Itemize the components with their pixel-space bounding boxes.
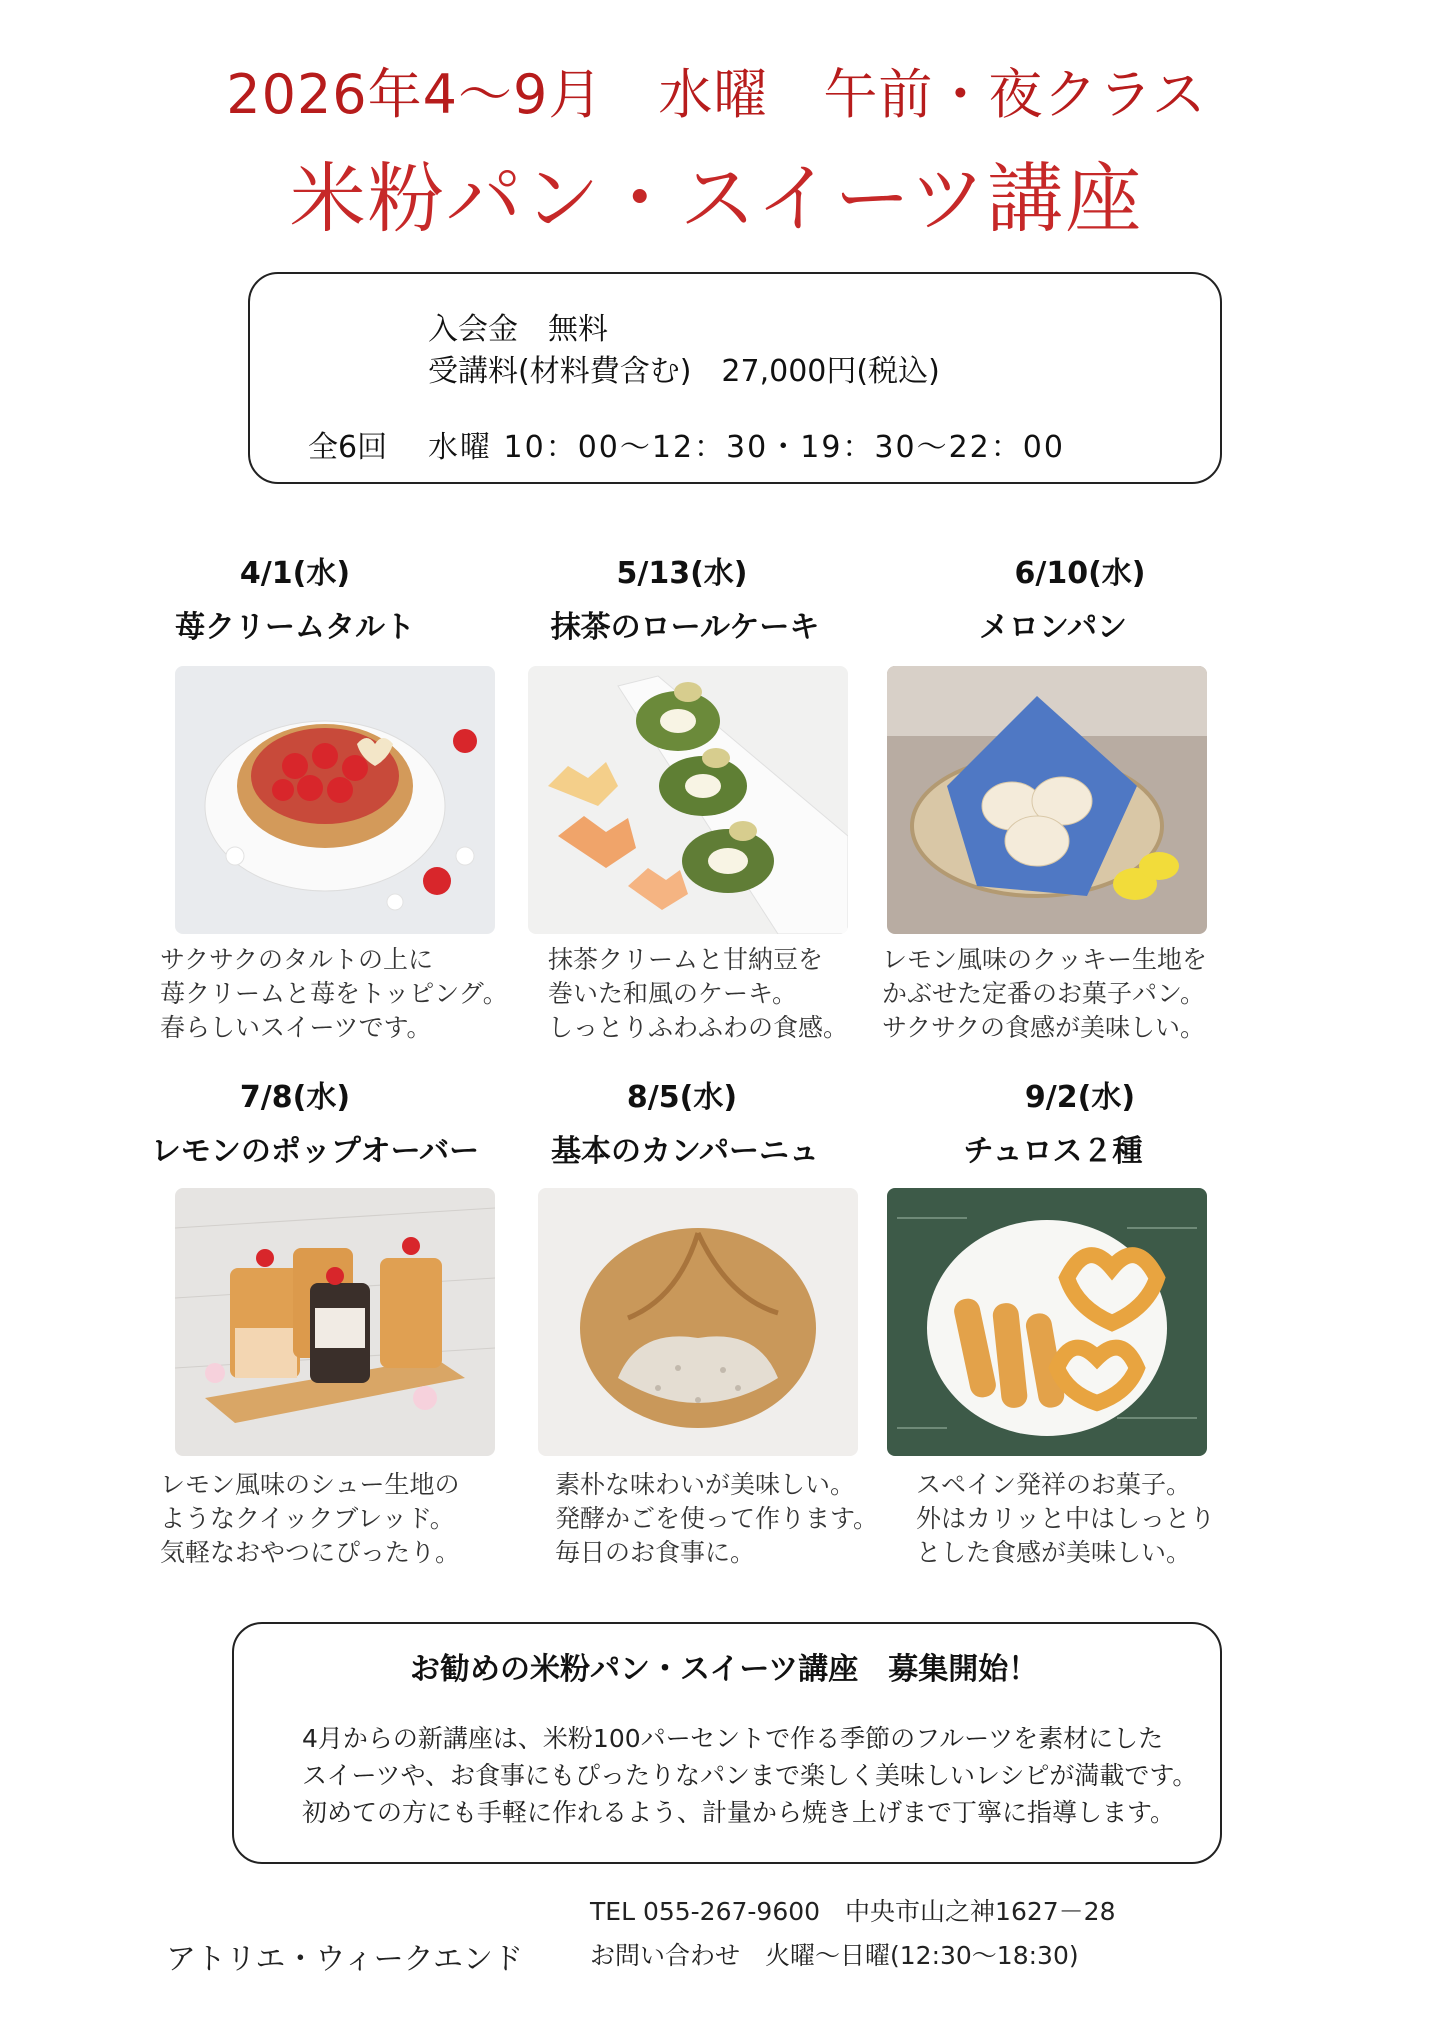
enrollment-fee: 入会金 無料 — [428, 312, 608, 347]
brand-name: アトリエ・ウィークエンド — [166, 1942, 523, 1977]
lesson-5-date: 8/5(水) — [626, 1080, 738, 1115]
lesson-2-name: 抹茶のロールケーキ — [550, 610, 820, 645]
schedule-time: 水曜 10：00～12：30・19：30～22：00 — [428, 430, 1065, 465]
page-title: 米粉パン・スイーツ講座 — [289, 154, 1144, 243]
lesson-5-description: 素朴な味わいが美味しい。 発酵かごを使って作ります。 毎日のお食事に。 — [555, 1470, 879, 1567]
lesson-6-date: 9/2(水) — [1024, 1080, 1136, 1115]
lesson-3-description: レモン風味のクッキー生地を かぶせた定番のお菓子パン。 サクサクの食感が美味しい。 — [882, 945, 1208, 1042]
lesson-4-date: 7/8(水) — [239, 1080, 351, 1115]
course-info-box — [248, 272, 1222, 484]
campagne-bread-photo — [538, 1188, 858, 1456]
lesson-1-name: 苺クリームタルト — [175, 610, 415, 645]
lesson-4-name: レモンのポップオーバー — [150, 1134, 480, 1169]
contact-hours: お問い合わせ 火曜～日曜(12:30～18:30) — [590, 1941, 1079, 1970]
schedule-label: 全6回 — [308, 430, 388, 465]
lesson-3-date: 6/10(水) — [1014, 556, 1146, 591]
lemon-popover-photo — [175, 1188, 495, 1456]
matcha-roll-cake-photo — [528, 666, 848, 934]
lesson-2-date: 5/13(水) — [616, 556, 748, 591]
lesson-6-name: チュロス２種 — [963, 1134, 1143, 1169]
lesson-6-description: スペイン発祥のお菓子。 外はカリッと中はしっとり とした食感が美味しい。 — [916, 1470, 1216, 1567]
lesson-3-name: メロンパン — [979, 610, 1127, 645]
lesson-5-name: 基本のカンパーニュ — [551, 1134, 819, 1169]
title-line-1: 2026年4～9月 水曜 午前・夜クラス — [226, 63, 1207, 126]
churros-photo — [887, 1188, 1207, 1456]
lesson-1-date: 4/1(水) — [239, 556, 351, 591]
lesson-4-description: レモン風味のシュー生地の ようなクイックブレッド。 気軽なおやつにぴったり。 — [160, 1470, 461, 1567]
recommendation-body: 4月からの新講座は、米粉100パーセントで作る季節のフルーツを素材にした スイーツや、お食事にもぴったりなパンまで楽しく美味しいレシピが満載です。 初めての方にも手軽に作れるよう、計量から焼き上げまで丁寧に指導します。 — [302, 1724, 1198, 1827]
recommendation-title: お勧めの米粉パン・スイーツ講座 募集開始！ — [410, 1652, 1039, 1687]
contact-phone-address: TEL 055-267-9600 中央市山之神1627－28 — [590, 1897, 1116, 1926]
course-fee: 受講料(材料費含む) 27,000円(税込) — [428, 354, 940, 389]
recommendation-box — [232, 1622, 1222, 1864]
melon-pan-photo — [887, 666, 1207, 934]
strawberry-tart-photo — [175, 666, 495, 934]
lesson-1-description: サクサクのタルトの上に 苺クリームと苺をトッピング。 春らしいスイーツです。 — [160, 945, 508, 1042]
lesson-2-description: 抹茶クリームと甘納豆を 巻いた和風のケーキ。 しっとりふわふわの食感。 — [548, 945, 849, 1042]
